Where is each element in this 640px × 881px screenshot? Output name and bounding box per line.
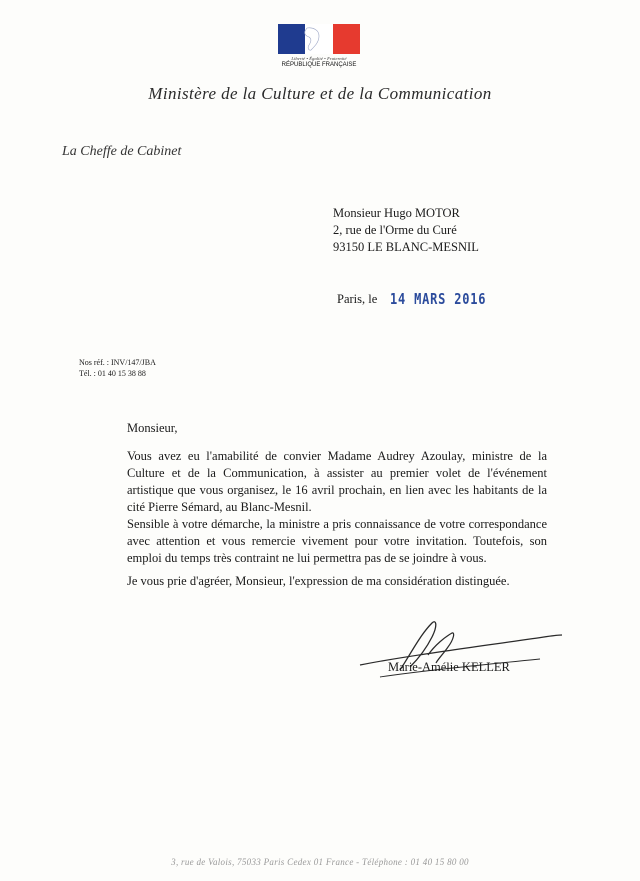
republic-name: RÉPUBLIQUE FRANÇAISE xyxy=(281,62,357,68)
recipient-address xyxy=(333,205,479,256)
references xyxy=(79,357,156,379)
republique-logo xyxy=(278,24,360,68)
recipient-city: 93150 LE BLANC-MESNIL xyxy=(333,240,479,254)
ministry-name: Ministère de la Culture et de la Communication xyxy=(148,84,492,103)
recipient-name: Monsieur Hugo MOTOR xyxy=(333,206,460,220)
sender-title: La Cheffe de Cabinet xyxy=(62,144,182,159)
date-label: Paris, le xyxy=(337,292,378,306)
tricolor-flag-icon xyxy=(278,24,360,54)
paragraph-1-text: Vous avez eu l'amabilité de convier Madame Audrey Azoulay, ministre de la Culture et de la Communication, à assister au premier volet de l'événement artistique que vous organisez, le 16 avril prochain, en lien avec les habitants de la cité Pierre Sémard, au Blanc-Mesnil. xyxy=(127,449,547,514)
salutation: Monsieur, xyxy=(127,421,178,435)
republic-motto: Liberté • Égalité • Fraternité xyxy=(291,56,347,61)
paragraph-response: Sensible à votre démarche, la ministre a pris connaissance de votre correspondance avec attention et vous remercie vivement pour votre invitation. Toutefois, son emploi du temps très contraint ne lui permettra pas de se joindre à vous. xyxy=(127,517,547,565)
paragraph-closing: Je vous prie d'agréer, Monsieur, l'expression de ma considération distinguée. xyxy=(127,574,510,588)
signatory-name: Marie-Amélie KELLER xyxy=(388,660,510,674)
footer-address: 3, rue de Valois, 75033 Paris Cedex 01 France - Téléphone : 01 40 15 80 00 xyxy=(171,857,469,867)
telephone-number: Tél. : 01 40 15 38 88 xyxy=(79,369,146,378)
paragraph-invitation xyxy=(127,448,547,516)
recipient-street: 2, rue de l'Orme du Curé xyxy=(333,223,457,237)
date-stamp: 14 MARS 2016 xyxy=(390,290,487,308)
reference-number: Nos réf. : INV/147/JBA xyxy=(79,358,156,367)
